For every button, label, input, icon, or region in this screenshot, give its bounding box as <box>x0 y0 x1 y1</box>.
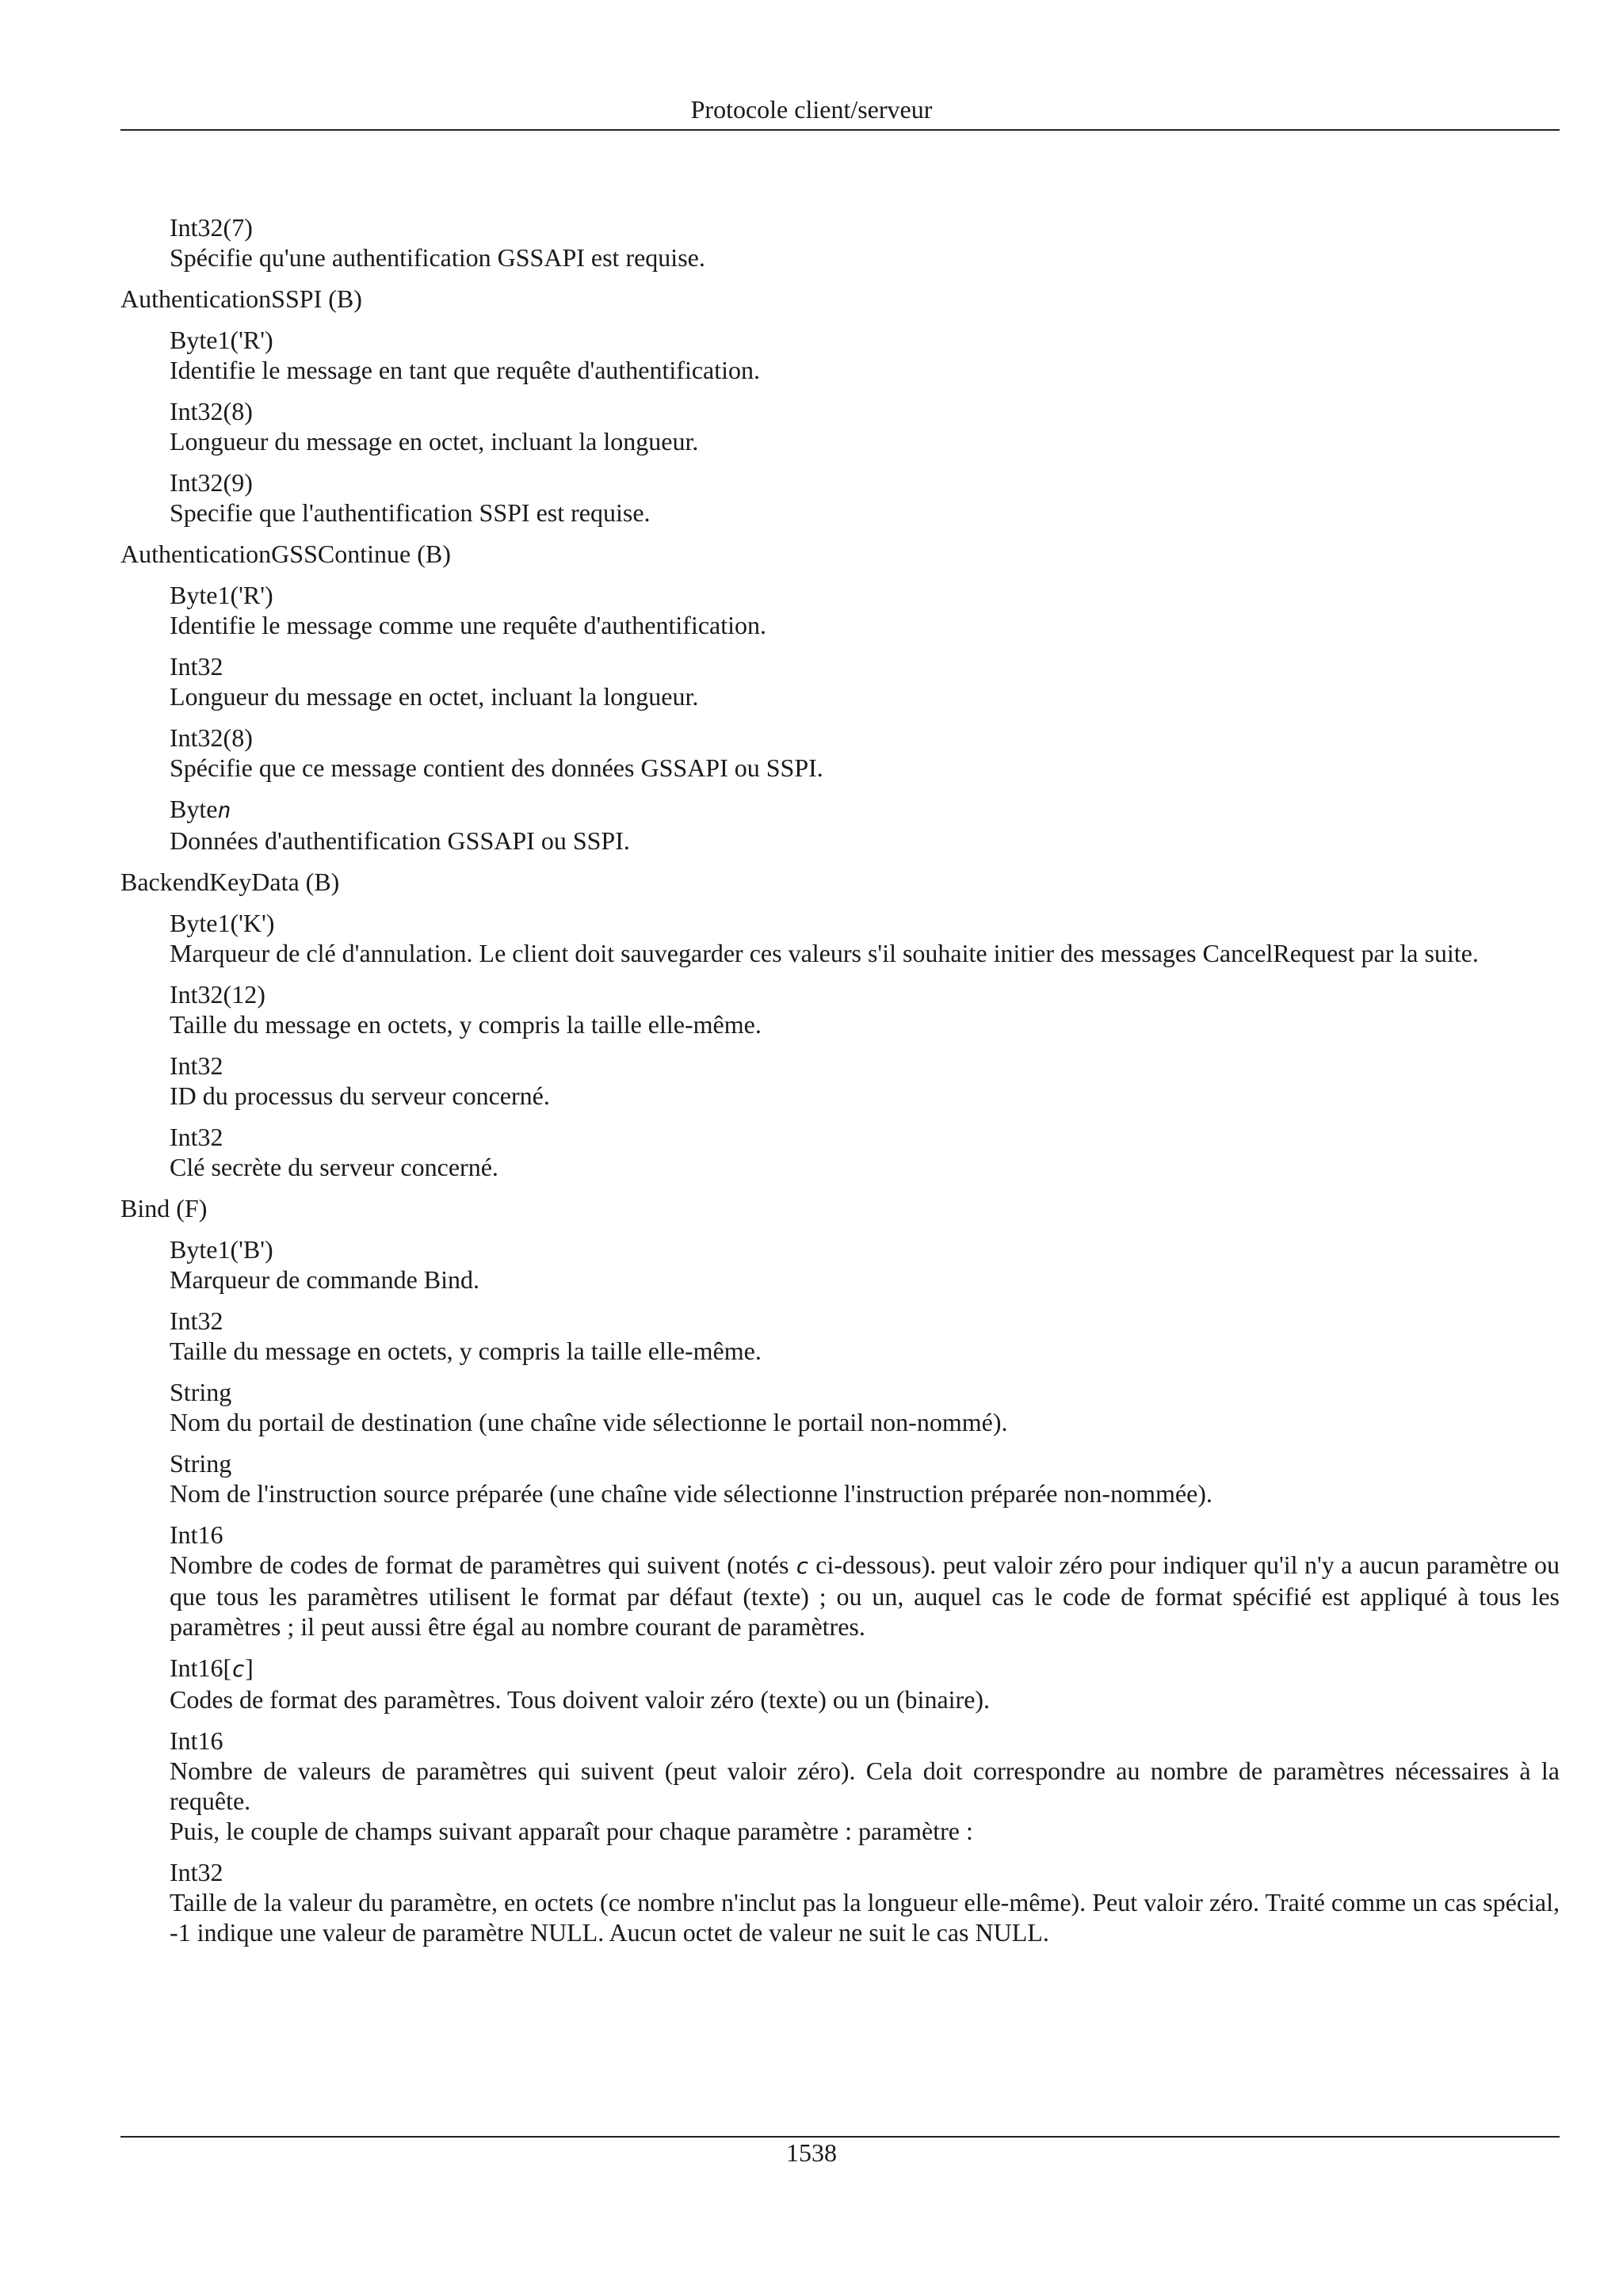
field-type-text: Int16[ <box>170 1653 232 1682</box>
field-description: Longueur du message en octet, incluant la longueur. <box>170 427 699 456</box>
field-description: Spécifie qu'une authentification GSSAPI est requise. <box>170 243 705 272</box>
field-description: Taille du message en octets, y compris la taille elle-même. <box>170 1010 762 1039</box>
description-text: Nombre de codes de format de paramètres qui suivent (notés <box>170 1550 796 1579</box>
field-description: Marqueur de clé d'annulation. Le client doit sauvegarder ces valeurs s'il souhaite initier des messages CancelRequest par la suite. <box>170 939 1479 967</box>
running-header: Protocole client/serveur <box>690 95 933 124</box>
field-type-text: ] <box>245 1653 254 1682</box>
field-entry <box>170 396 1560 456</box>
field-description: Clé secrète du serveur concerné. <box>170 1153 498 1181</box>
message-title: AuthenticationSSPI (B) <box>120 284 362 313</box>
field-variable: c <box>795 1553 809 1579</box>
field-entry <box>170 580 1560 640</box>
field-entry <box>170 979 1560 1039</box>
field-type: Int32 <box>170 652 223 681</box>
field-type: Int32 <box>170 1123 223 1151</box>
page-number: 1538 <box>786 2138 837 2167</box>
field-description: Données d'authentification GSSAPI ou SSPI. <box>170 826 630 855</box>
field-entry <box>170 1448 1560 1508</box>
header-rule <box>120 129 1560 131</box>
field-entry <box>170 1306 1560 1366</box>
field-description: Longueur du message en octet, incluant la longueur. <box>170 682 699 711</box>
field-description: Nom de l'instruction source préparée (une chaîne vide sélectionne l'instruction préparée non-nommée). <box>170 1479 1212 1508</box>
field-description: Marqueur de commande Bind. <box>170 1265 479 1294</box>
field-entry <box>170 908 1560 968</box>
field-variable: n <box>217 797 231 823</box>
field-entry <box>170 325 1560 385</box>
field-description: ID du processus du serveur concerné. <box>170 1081 550 1110</box>
field-entry <box>170 1653 1560 1714</box>
field-type: Int32(8) <box>170 723 253 752</box>
field-entry <box>170 1234 1560 1295</box>
field-entry <box>170 723 1560 783</box>
field-description: Puis, le couple de champs suivant apparaît pour chaque paramètre : paramètre : <box>170 1817 973 1845</box>
field-description: Codes de format des paramètres. Tous doivent valoir zéro (texte) ou un (binaire). <box>170 1685 991 1714</box>
field-type: Byte1('R') <box>170 326 273 354</box>
message-title: AuthenticationGSSContinue (B) <box>120 540 451 568</box>
field-entry <box>170 1377 1560 1437</box>
field-type: String <box>170 1378 232 1406</box>
field-type: Int32(8) <box>170 397 253 425</box>
field-entry <box>170 467 1560 528</box>
field-description: Taille de la valeur du paramètre, en octets (ce nombre n'inclut pas la longueur elle-même). Peut valoir zéro. Traité comme un cas spécial, -1 indique une valeur de paramètre NULL. Aucun octet de valeur ne suit le cas NULL. <box>170 1888 1560 1947</box>
field-type: Int16 <box>170 1520 223 1549</box>
field-type: Int32(7) <box>170 213 253 242</box>
field-type: Int32(12) <box>170 980 265 1009</box>
field-type: Int32(9) <box>170 468 253 497</box>
field-description: Specifie que l'authentification SSPI est requise. <box>170 498 651 527</box>
message-title: BackendKeyData (B) <box>120 868 340 896</box>
field-type: Int32 <box>170 1051 223 1080</box>
document-body <box>120 212 1560 1947</box>
field-type <box>170 1653 1560 1684</box>
field-type: Int32 <box>170 1306 223 1335</box>
field-description: Taille du message en octets, y compris la taille elle-même. <box>170 1337 762 1365</box>
field-description <box>170 1550 1560 1642</box>
field-description: Identifie le message en tant que requête d'authentification. <box>170 356 761 384</box>
field-description: Nom du portail de destination (une chaîne vide sélectionne le portail non-nommé). <box>170 1408 1008 1436</box>
field-description: Nombre de valeurs de paramètres qui suivent (peut valoir zéro). Cela doit correspondre au nombre de paramètres nécessaires à la requête. <box>170 1756 1560 1815</box>
field-type: Byte1('R') <box>170 581 273 609</box>
field-entry <box>170 212 1560 273</box>
field-type-text: Byte <box>170 795 218 823</box>
field-entry <box>170 1122 1560 1182</box>
field-entry <box>170 794 1560 856</box>
field-type: Int32 <box>170 1858 223 1886</box>
field-type: Int16 <box>170 1726 223 1755</box>
field-type <box>170 794 1560 826</box>
description-text: ci-dessous). peut valoir zéro pour indiquer qu'il n'y a aucun paramètre ou que tous les paramètres utilisent le format par défaut (texte) ; ou un, auquel cas le code de format spécifié est appliqué à tous les paramètres ; il peut aussi être égal au nombre courant de paramètres. <box>170 1550 1560 1641</box>
field-description: Spécifie que ce message contient des données GSSAPI ou SSPI. <box>170 753 823 782</box>
field-entry <box>170 1726 1560 1846</box>
field-type: String <box>170 1449 232 1478</box>
field-type: Byte1('B') <box>170 1235 273 1264</box>
field-entry <box>170 1520 1560 1642</box>
field-entry <box>170 651 1560 711</box>
field-type: Byte1('K') <box>170 909 275 937</box>
message-title: Bind (F) <box>120 1194 208 1222</box>
field-description: Identifie le message comme une requête d'authentification. <box>170 611 767 639</box>
field-variable: c <box>231 1656 246 1682</box>
field-entry <box>170 1857 1560 1947</box>
field-entry <box>170 1051 1560 1111</box>
